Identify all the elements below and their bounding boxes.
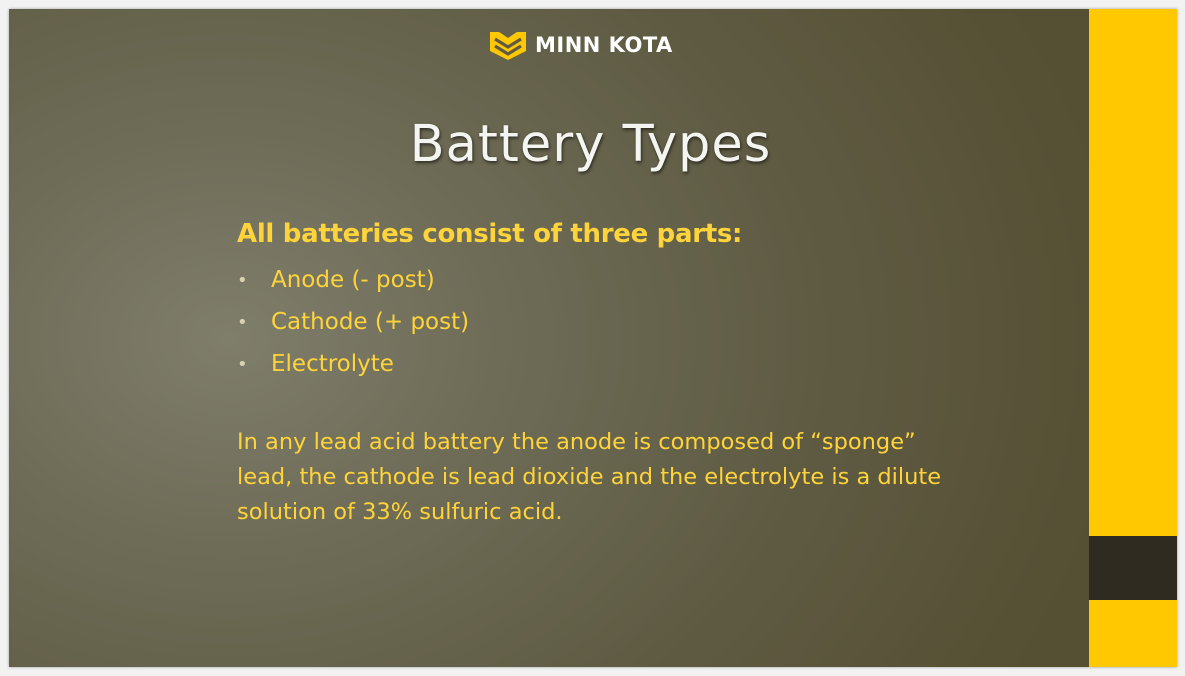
accent-bar-yellow-bottom xyxy=(1089,600,1177,667)
list-item xyxy=(237,301,977,343)
part-label: Anode (- post) xyxy=(271,267,435,293)
slide-title: Battery Types xyxy=(409,115,772,174)
list-item xyxy=(237,259,977,301)
part-label: Electrolyte xyxy=(271,351,394,377)
presentation-slide xyxy=(9,9,1177,667)
bullet-icon: • xyxy=(237,311,248,333)
parts-heading: All batteries consist of three parts: xyxy=(237,219,743,249)
bullet-icon: • xyxy=(237,353,248,375)
accent-bar-yellow-top xyxy=(1089,9,1177,536)
part-label: Cathode (+ post) xyxy=(271,309,470,335)
accent-bar-dark xyxy=(1089,536,1177,600)
parts-list xyxy=(237,259,977,385)
list-item xyxy=(237,343,977,385)
bullet-icon: • xyxy=(237,269,248,291)
brand-name: MINN KOTA xyxy=(535,33,673,57)
minn-kota-emblem-icon xyxy=(489,29,527,61)
explanation-paragraph: In any lead acid battery the anode is composed of “sponge” lead, the cathode is lead dioxide and the electrolyte is a dilute solution of 33% sulfuric acid. xyxy=(237,429,942,525)
slide-body xyxy=(237,219,977,530)
brand-logo xyxy=(489,29,673,61)
